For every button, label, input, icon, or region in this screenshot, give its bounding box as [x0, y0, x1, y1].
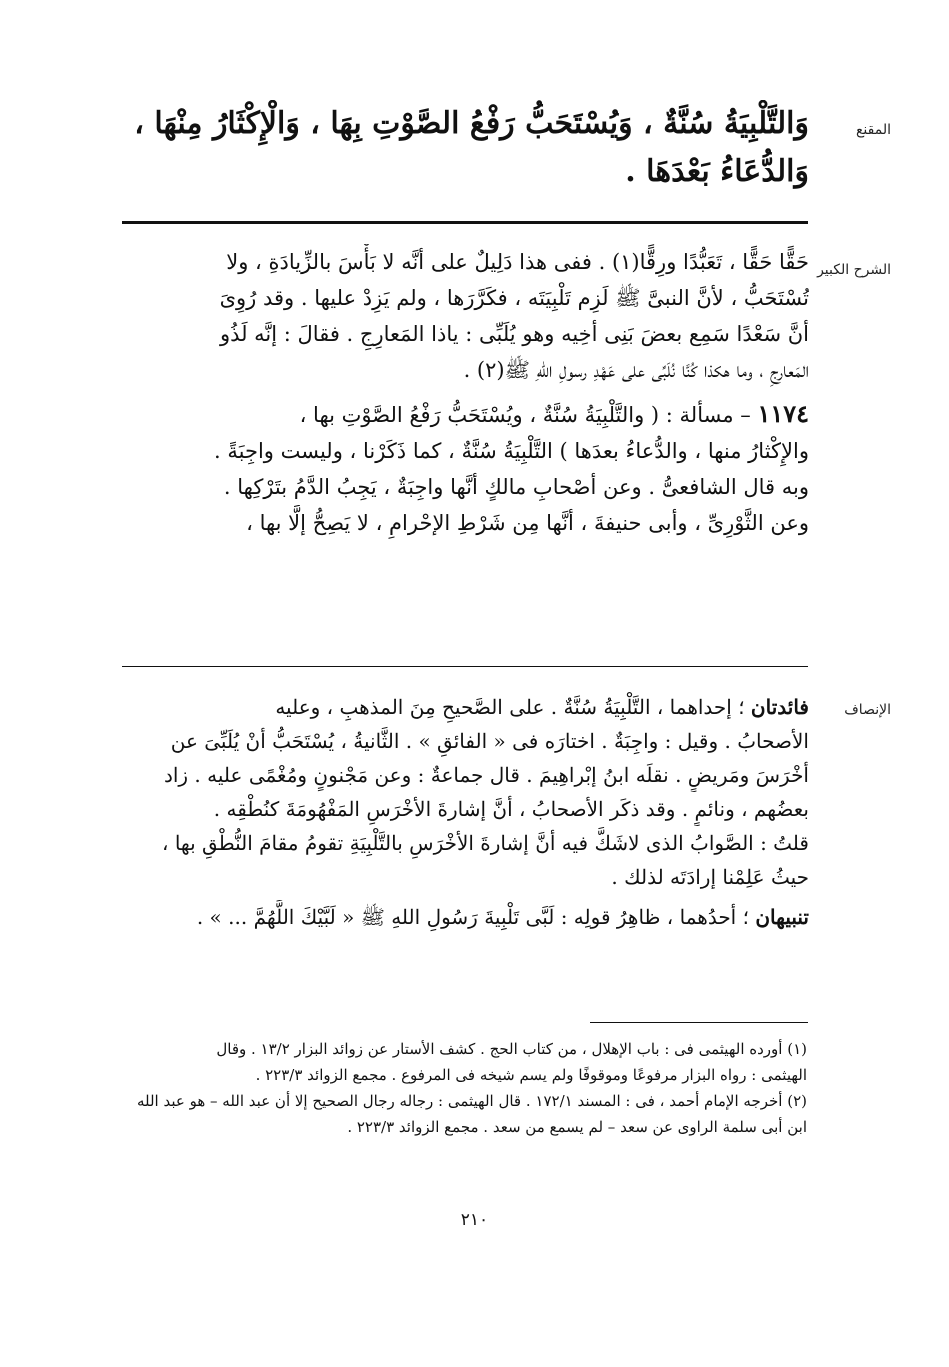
- masala-line: والإِكْثارُ منها ، والدُّعاءُ بعدَها ) التَّلْبِيَةُ سُنَّةٌ ، كما ذَكَرْنا ، وليست واجِبَةً .: [214, 439, 809, 463]
- masala-line: وعن الثَّوْرِىِّ ، وأبى حنيفةَ ، أنَّها مِن شَرْطِ الإحْرامِ ، لا يَصِحُّ إلَّا بها ،: [246, 511, 809, 535]
- footnote-divider: [590, 1022, 808, 1023]
- label-sharh-kabir: الشرح الكبير: [817, 262, 891, 278]
- muqni-line: وَالتَّلْبِيَةُ سُنَّةٌ ، وَيُسْتَحَبُّ رَفْعُ الصَّوْتِ بِهَا ، وَالْإِكْثَارُ مِنْهَا ،: [134, 106, 809, 141]
- masala-first-line: – مسألة : ( والتَّلْبِيَةُ سُنَّةٌ ، ويُسْتَحَبُّ رَفْعُ الصَّوْتِ بها ،: [299, 403, 751, 427]
- masala-heading-line: [118, 396, 809, 433]
- insaf-line: حيثُ عَلِمْنا إرادَتَه لذلك .: [611, 865, 809, 889]
- sharh-line: المَعارِجِ ، وما هكذا كُنَّا نُلَبِّى على عَهْدِ رسولِ اللهِ ﷺ(٢) .: [463, 358, 809, 382]
- label-muqni: المقنع: [855, 122, 891, 138]
- insaf-line: أخْرَسَ ومَريضٍ . نقلَه ابنُ إبْراهِيمَ . قال جماعةٌ : وعن مَجْنونٍ ومُغْمًى عليه . زاد: [163, 763, 809, 787]
- page-number: ٢١٠: [460, 1210, 489, 1230]
- tanbihan-heading: تنبيهان: [755, 905, 809, 929]
- sharh-line: حَقًّا حَقًّا ، تَعَبُّدًا ورِقًّا(١) . ففى هذا دَلِيلٌ على أنَّه لا بَأْسَ بالزِّيادَةِ ، ولا: [226, 250, 809, 274]
- section-divider-thin: [122, 666, 808, 667]
- faidatan-heading: فائدتان: [750, 695, 809, 719]
- insaf-line: الأصحابُ . وقيل : واجِبَةٌ . اختارَه فى « الفائقِ » . الثَّانيةُ ، يُسْتَحَبُّ أنْ يُلَبِّىَ عن: [170, 729, 809, 753]
- footnote-line: ابن أبى سلمة الراوى عن سعد – لم يسمع من سعد . مجمع الزوائد ٢٢٣/٣ .: [347, 1118, 807, 1136]
- tanbih-line: [118, 900, 809, 934]
- footnote-line: (١) أورده الهيثمى فى : باب الإهلال ، من كتاب الحج . كشف الأستار عن زوائد البزار ١٣/٢ . وقال: [216, 1040, 807, 1058]
- masala-line: وبه قال الشافعىُّ . وعن أصْحابِ مالكٍ أنَّها واجِبَةٌ ، يَجِبُ الدَّمُ بتَرْكِها .: [223, 475, 809, 499]
- muqni-text: [118, 100, 809, 196]
- footnotes: [124, 1036, 807, 1140]
- sharh-line: تُسْتَحَبُّ ، لأنَّ النبىَّ ﷺ لَزِم تَلْبِيَتَه ، فكَرَّرَها ، ولم يَزِدْ عليها . وقد رُوِىَ: [219, 286, 809, 310]
- insaf-line: قلتُ : الصَّوابُ الذى لاشَكَّ فيه أنَّ إشارةَ الأخْرَسِ بالتَّلْبِيَةِ تقومُ مقامَ النُّطْقِ بها ،: [162, 831, 809, 855]
- footnote-line: (٢) أخرجه الإمام أحمد ، فى : المسند ١٧٢/١ . قال الهيثمى : رجاله رجال الصحيح إلا أن عبد الله – هو عبد الله: [136, 1092, 807, 1110]
- insaf-first-line: [118, 690, 809, 724]
- sharh-text: [118, 244, 809, 541]
- tanbih-text: ؛ أحدُهما ، ظاهِرُ قولِه : لَبَّى تَلْبِيةَ رَسُولِ اللهِ ﷺ « لَبَّيْكَ اللَّهُمَّ ... » .: [196, 905, 749, 929]
- footnote-line: الهيثمى : رواه البزار مرفوعًا وموقوفًا ولم يسم شيخه فى المرفوع . مجمع الزوائد ٢٢٣/٣ .: [255, 1066, 807, 1084]
- muqni-line: وَالدُّعَاءُ بَعْدَهَا .: [625, 154, 809, 189]
- insaf-first-text: ؛ إحداهما ، التَّلْبِيَةُ سُنَّةٌ . على الصَّحيحِ مِنَ المذهبِ ، وعليه: [275, 695, 745, 719]
- label-insaf: الإنصاف: [844, 702, 891, 718]
- section-divider-thick: [122, 221, 808, 224]
- insaf-text: [118, 690, 809, 934]
- insaf-line: بعضُهم ، ونائمٍ . وقد ذكَر الأصحابُ ، أنَّ إشارةَ الأخْرَسِ المَفْهُومَةَ كنُطْقِه .: [213, 797, 809, 821]
- sharh-line: أنَّ سَعْدًا سَمِع بعضَ بَنِى أخِيه وهو يُلَبِّى : ياذا المَعارِجِ . فقالَ : إنَّه لَذُو: [219, 322, 809, 346]
- masala-number: ١١٧٤: [757, 399, 809, 428]
